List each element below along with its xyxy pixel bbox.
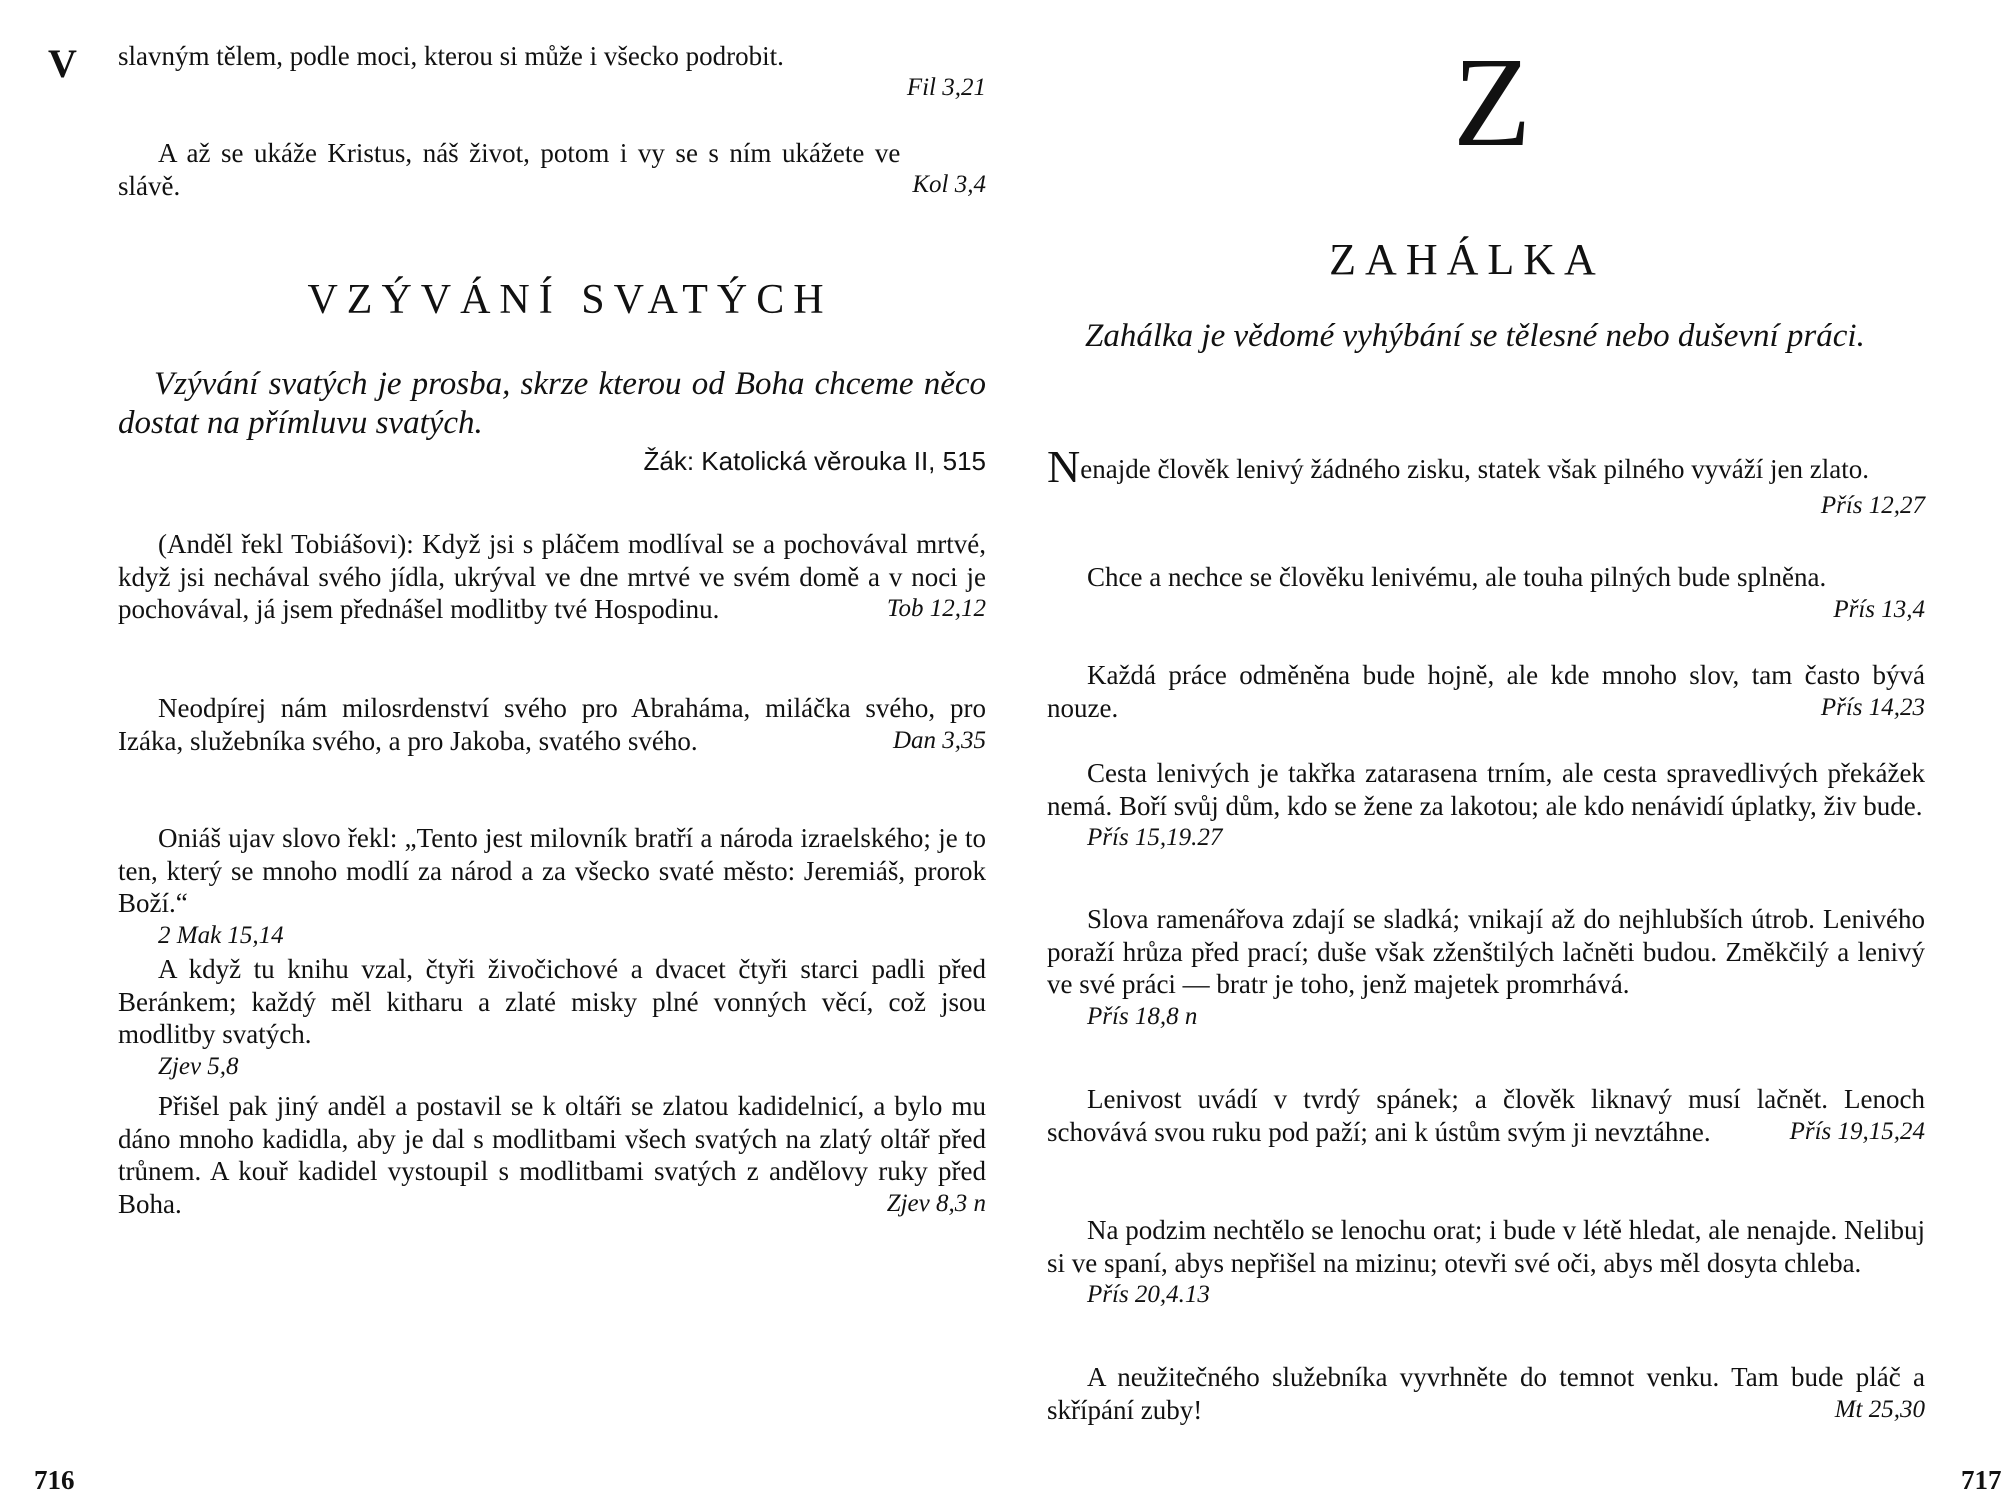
drop-cap: N: [1047, 441, 1081, 492]
definition-source: Žák: Katolická věrouka II, 515: [643, 446, 986, 476]
continuation-passage: [118, 137, 986, 202]
passage-text: Na podzim nechtělo se lenochu orat; i bude v létě hledat, ale nenajde. Nelibuj si ve spaní, abys nepřišel na mizinu; otevři své oči, abys měl dosyta chleba.: [1047, 1215, 1925, 1278]
verse-reference: Přís 15,19.27: [1087, 824, 1223, 851]
chapter-letter: Z: [1453, 31, 1532, 173]
section-definition: Zahálka je vědomé vyhýbání se tělesné nebo duševní práci.: [1085, 318, 1865, 354]
section-definition: Vzývání svatých je prosba, skrze kterou od Boha chceme něco dostat na přímluvu svatých.: [118, 366, 986, 441]
passage-text: Chce a nechce se člověku lenivému, ale touha pilných bude splněna.: [1087, 562, 1827, 592]
verse-reference: 2 Mak 15,14: [158, 921, 284, 949]
section-title: ZAHÁLKA: [1329, 235, 1605, 284]
scripture-passage: [1047, 757, 1925, 854]
verse-reference: Přís 14,23: [1820, 693, 1925, 721]
passage-text: slavným tělem, podle moci, kterou si může i všecko podrobit.: [118, 41, 784, 71]
passage-text: Slova ramenářova zdají se sladká; vnikají až do nejhlubších útrob. Lenivého poraží hrůza před prací; duše však zženštilých lačněti budou. Změkčilý a lenivý ve své práci — bratr je toho, jenž majetek promrhává.: [1047, 904, 1925, 999]
scripture-passage: [1047, 1083, 1925, 1148]
page-number: 717: [1961, 1465, 2002, 1495]
verse-reference: Dan 3,35: [892, 726, 986, 754]
verse-reference: Kol 3,4: [912, 171, 986, 198]
thumb-index-letter: V: [48, 41, 77, 86]
verse-reference: Zjev 8,3 n: [886, 1189, 986, 1217]
scripture-passage: [1047, 903, 1925, 1033]
passage-text: Přišel pak jiný anděl a postavil se k oltáři se zlatou kadidelnicí, a bylo mu dáno mnoho kadidla, aby je dal s modlitbami všech svatých na zlatý oltář před trůnem. A kouř kadidel vystoupil s modlitbami svatých z andělovy ruky před Boha.: [118, 1091, 986, 1219]
right-page: [1007, 0, 2014, 1501]
passage-text: Cesta lenivých je takřka zatarasena trním, ale cesta spravedlivých překážek nemá. Boří svůj dům, kdo se žene za lakotou; ale kdo nenávidí úplatky, živ bude.: [1047, 758, 1925, 821]
passage-text: Oniáš ujav slovo řekl: „Tento jest milovník bratří a národa izraelského; je to ten, který se mnoho modlí za národ a za všecko svaté město: Jeremiáš, prorok Boží.“: [118, 823, 986, 918]
passage-text: A neužitečného služebníka vyvrhněte do temnot venku. Tam bude pláč a skřípání zuby!: [1047, 1362, 1925, 1425]
passage-text: Lenivost uvádí v tvrdý spánek; a člověk liknavý musí lačnět. Lenoch schovává svou ruku pod paží; ani k ústům svým ji nevztáhne.: [1047, 1084, 1925, 1147]
passage-text: Každá práce odměněna bude hojně, ale kde mnoho slov, tam často bývá nouze.: [1047, 660, 1925, 723]
verse-reference: Přís 19,15,24: [1789, 1117, 1925, 1145]
passage-text: A až se ukáže Kristus, náš život, potom i vy se s ním ukážete ve slávě.: [118, 138, 901, 201]
scripture-passage: [118, 822, 986, 952]
verse-reference: Přís 18,8 n: [1087, 1002, 1198, 1030]
scripture-passage: [118, 528, 986, 626]
verse-reference: Zjev 5,8: [158, 1052, 239, 1080]
section-title: VZÝVÁNÍ SVATÝCH: [307, 277, 833, 323]
passage-text: enajde člověk lenivý žádného zisku, statek však pilného vyváží jen zlato.: [1080, 454, 1869, 484]
scripture-passage: [1047, 1361, 1925, 1426]
scripture-passage: [1047, 1214, 1925, 1311]
verse-reference: Fil 3,21: [906, 74, 986, 101]
page-number: 716: [34, 1465, 75, 1495]
scripture-passage: [118, 1090, 986, 1220]
verse-reference: Tob 12,12: [886, 595, 986, 622]
scripture-passage: [118, 953, 986, 1083]
passage-text: Neodpírej nám milosrdenství svého pro Abraháma, miláčka svého, pro Izáka, služebníka svého, a pro Jakoba, svatého svého.: [118, 693, 986, 756]
scripture-passage: [118, 692, 986, 757]
continuation-passage: [118, 40, 986, 105]
passage-text: (Anděl řekl Tobiášovi): Když jsi s pláčem modlíval se a pochovával mrtvé, když jsi nechával svého jídla, ukrýval ve dne mrtvé ve svém domě a v noci je pochovával, já jsem přednášel modlitby tvé Hospodinu.: [118, 529, 986, 624]
scripture-passage: [1047, 561, 1925, 626]
verse-reference: Mt 25,30: [1834, 1395, 1925, 1423]
scripture-passage: [1047, 659, 1925, 724]
verse-reference: Přís 13,4: [1833, 595, 1925, 623]
verse-reference: Přís 12,27: [1820, 492, 1925, 519]
passage-text: A když tu knihu vzal, čtyři živočichové a dvacet čtyři starci padli před Beránkem; každý měl kitharu a zlaté misky plné vonných věcí, což jsou modlitby svatých.: [118, 954, 986, 1049]
verse-reference: Přís 20,4.13: [1087, 1281, 1210, 1308]
scripture-passage: [1047, 441, 1925, 522]
